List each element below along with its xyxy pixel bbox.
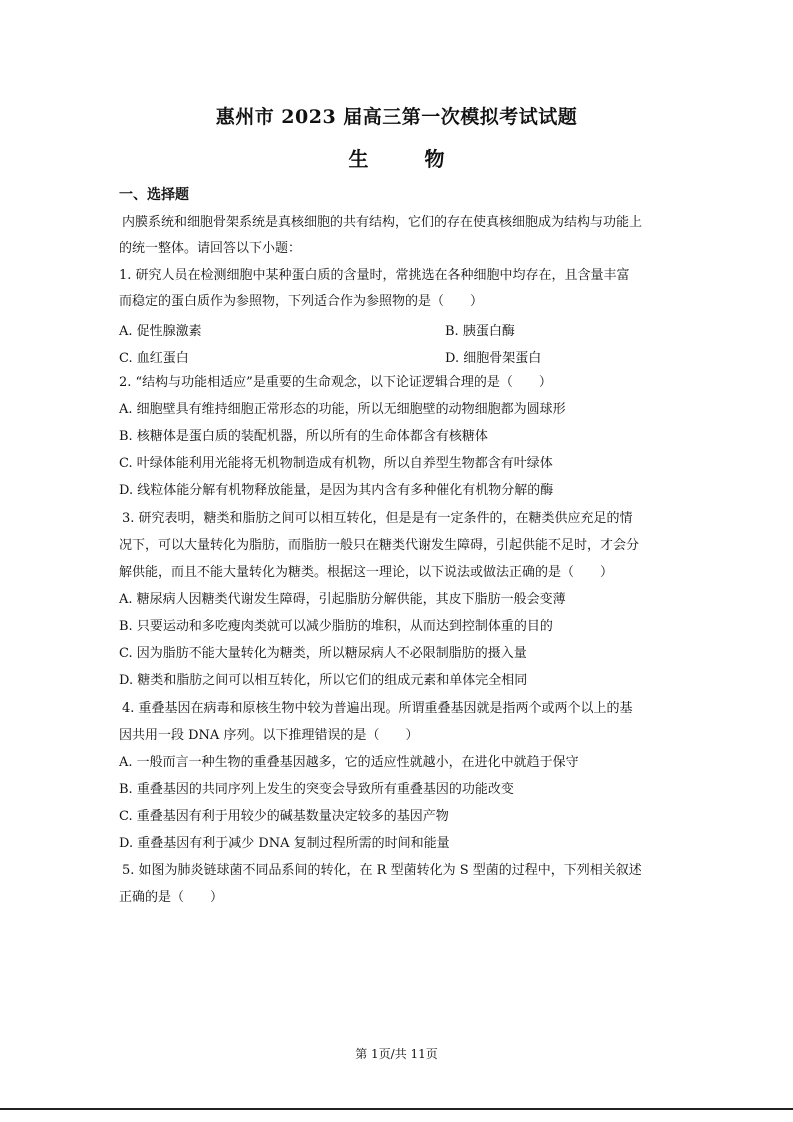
question-3-option-d: D. 糖类和脂肪之间可以相互转化，所以它们的组成元素和单体完全相同 <box>119 673 528 688</box>
question-3-stem: 况下，可以大量转化为脂肪，而脂肪一般只在糖类代谢发生障碍，引起供能不足时，才会分 <box>119 538 640 553</box>
question-3-stem: 解供能，而且不能大量转化为糖类。根据这一理论，以下说法或做法正确的是（ ） <box>119 565 614 580</box>
question-2-option-d: D. 线粒体能分解有机物释放能量，是因为其内含有多种催化有机物分解的酶 <box>119 483 554 498</box>
question-4-option-a: A. 一般而言一种生物的重叠基因越多，它的适应性就越小，在进化中就趋于保守 <box>119 755 579 770</box>
question-3-stem: 3. 研究表明，糖类和脂肪之间可以相互转化，但是是有一定条件的，在糖类供应充足的情 <box>122 511 633 526</box>
question-4-option-b: B. 重叠基因的共同序列上发生的突变会导致所有重叠基因的功能改变 <box>119 782 514 797</box>
bottom-rule <box>0 1108 793 1110</box>
page-footer: 第 1页/共 11页 <box>355 1047 438 1061</box>
question-2-option-c: C. 叶绿体能利用光能将无机物制造成有机物，所以自养型生物都含有叶绿体 <box>119 456 553 471</box>
question-4-option-d: D. 重叠基因有利于减少 DNA 复制过程所需的时间和能量 <box>119 836 450 851</box>
question-1-option-b: B. 胰蛋白酶 <box>445 324 515 339</box>
section-heading: 一、选择题 <box>119 187 189 203</box>
question-4-stem: 因共用一段 DNA 序列。以下推理错误的是（ ） <box>119 728 419 743</box>
question-2-option-b: B. 核糖体是蛋白质的装配机器，所以所有的生命体都含有核糖体 <box>119 429 488 444</box>
question-3-option-c: C. 因为脂肪不能大量转化为糖类，所以糖尿病人不必限制脂肪的摄入量 <box>119 646 527 661</box>
question-1-option-d: D. 细胞骨架蛋白 <box>445 351 542 366</box>
question-1-option-c: C. 血红蛋白 <box>119 351 189 366</box>
intro-line: 内膜系统和细胞骨架系统是真核细胞的共有结构，它们的存在使真核细胞成为结构与功能上 <box>122 215 643 230</box>
exam-title: 惠州市 2023 届高三第一次模拟考试试题 <box>215 106 578 128</box>
question-1-stem: 1. 研究人员在检测细胞中某种蛋白质的含量时，常挑选在各种细胞中均存在，且含量丰富 <box>119 268 630 283</box>
question-5-stem: 5. 如图为肺炎链球菌不同品系间的转化，在 R 型菌转化为 S 型菌的过程中，下列相关叙述 <box>122 863 642 878</box>
subject-title: 生 物 <box>348 147 463 171</box>
question-1-option-a: A. 促性腺激素 <box>119 324 202 339</box>
intro-line: 的统一整体。请回答以下小题： <box>119 241 302 256</box>
question-2-stem: 2. “结构与功能相适应”是重要的生命观念，以下论证逻辑合理的是（ ） <box>119 375 552 390</box>
question-1-stem: 而稳定的蛋白质作为参照物，下列适合作为参照物的是（ ） <box>119 294 484 309</box>
question-3-option-b: B. 只要运动和多吃瘦肉类就可以减少脂肪的堆积，从而达到控制体重的目的 <box>119 619 553 634</box>
question-4-option-c: C. 重叠基因有利于用较少的碱基数量决定较多的基因产物 <box>119 809 449 824</box>
question-2-option-a: A. 细胞壁具有维持细胞正常形态的功能，所以无细胞壁的动物细胞都为圆球形 <box>119 402 566 417</box>
question-4-stem: 4. 重叠基因在病毒和原核生物中较为普遍出现。所谓重叠基因就是指两个或两个以上的基 <box>122 701 633 716</box>
question-3-option-a: A. 糖尿病人因糖类代谢发生障碍，引起脂肪分解供能，其皮下脂肪一般会变薄 <box>119 592 566 607</box>
question-5-stem: 正确的是（ ） <box>119 890 224 905</box>
